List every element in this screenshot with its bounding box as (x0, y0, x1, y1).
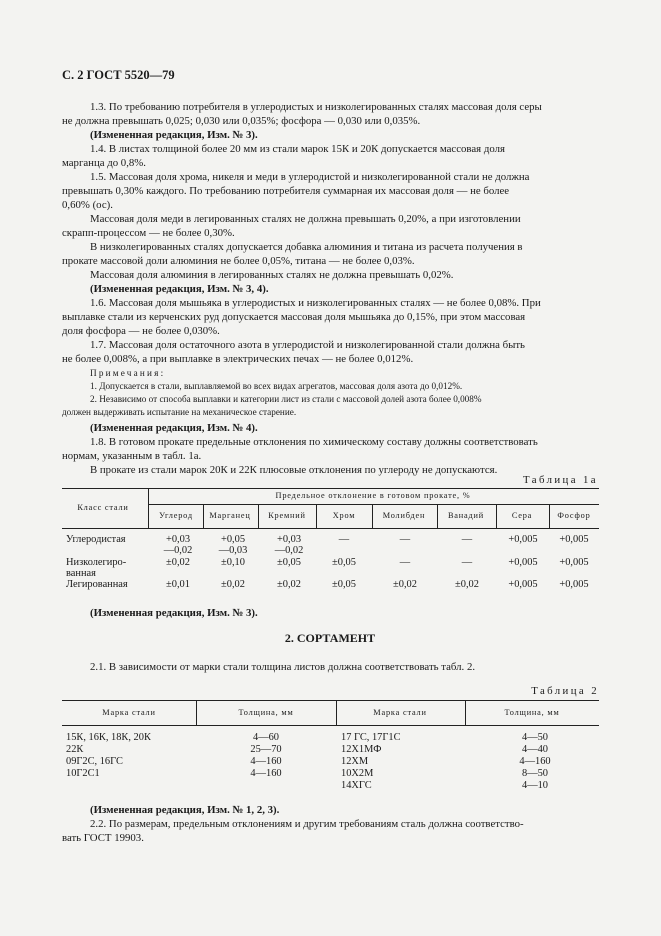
para-1-7-line-2: не более 0,008%, а при выплавке в электрических печах — не более 0,012%. (62, 353, 414, 365)
para-1-6-line-3: доля фосфора — не более 0,030%. (62, 325, 220, 337)
table-2-grade: 10Х2М (341, 768, 374, 779)
table-2-thickness: 25—70 (250, 744, 282, 755)
para-1-5c-line-1: В низколегированных сталях допускается добавка алюминия и титана из расчета получения в (90, 241, 523, 253)
table-2-thickness: 4—60 (253, 732, 279, 743)
table-1a-cell: ±0,02 (277, 579, 301, 590)
table-2-grade: 17 ГС, 17Г1С (341, 732, 401, 743)
table-1a-cell: +0,005 (508, 579, 538, 590)
table-2-caption: Таблица 2 (531, 685, 599, 697)
para-1-4-line-1: 1.4. В листах толщиной более 20 мм из стали марок 15К и 20К допускается массовая доля (90, 143, 505, 155)
table-1a-cell: +0,005 (508, 534, 538, 545)
table-2-thickness: 4—10 (522, 780, 548, 791)
table-1a-cell: — (399, 557, 411, 568)
table-2-grade: 09Г2С, 16ГС (66, 756, 123, 767)
para-1-5b-line-2: скрапп-процессом — не более 0,30%. (62, 227, 235, 239)
table-1a-row-label: ванная (66, 568, 96, 579)
note-1: 1. Допускается в стали, выплавляемой во всех видах агрегатов, массовая доля азота до 0,012%. (90, 381, 463, 391)
table-1a-cell: +0,005 (559, 557, 589, 568)
page-header: С. 2 ГОСТ 5520—79 (62, 68, 175, 82)
table-1a-col-header: Кремний (268, 511, 306, 520)
table-1a-col-header: Молибден (382, 511, 426, 520)
para-1-5-line-1: 1.5. Массовая доля хрома, никеля и меди в углеродистой и низколегированной стали не должна (90, 171, 530, 183)
table-2-thickness: 4—160 (519, 756, 551, 767)
table-1a-caption: Таблица 1а (523, 474, 598, 486)
table-1a-cell: +0,005 (508, 557, 538, 568)
para-1-4-line-2: марганца до 0,8%. (62, 157, 146, 169)
para-1-5-line-3: 0,60% (ос). (62, 199, 113, 211)
para-1-5d: Массовая доля алюминия в легированных сталях не должна превышать 0,02%. (90, 269, 454, 281)
table-2-thickness: 4—160 (250, 756, 282, 767)
table-1a-col-header: Фосфор (557, 511, 591, 520)
table-2-header: Марка стали (102, 708, 156, 717)
table-1a-cell: ±0,05 (332, 557, 356, 568)
table-1a-col-header: Ванадий (447, 511, 485, 520)
para-1-5c-line-2: прокате массовой доли алюминия не более 0,05%, титана — не более 0,03%. (62, 255, 415, 267)
table-2-header: Марка стали (373, 708, 427, 717)
table-1a-cell: +0,005 (559, 534, 589, 545)
table-1a-col-header: Хром (332, 511, 356, 520)
table-2-grade: 22К (66, 744, 84, 755)
para-1-5b-line-1: Массовая доля меди в легированных сталях не должна превышать 0,20%, а при изготовлении (90, 213, 521, 225)
para-1-3-line-1: 1.3. По требованию потребителя в углеродистых и низколегированных сталях массовая доля серы (90, 101, 542, 113)
table-2-thickness: 8—50 (522, 768, 548, 779)
table-1a-cell: ±0,02 (393, 579, 417, 590)
para-1-8-line-2: нормам, указанным в табл. 1а. (62, 450, 202, 462)
edition-note: (Измененная редакция, Изм. № 3). (90, 607, 258, 619)
table-1a-col-header: Сера (511, 511, 533, 520)
notes-title: Примечания: (90, 368, 166, 378)
para-1-5-line-2: превышать 0,30% каждого. По требованию потребителя суммарная их массовая доля — не более (62, 185, 510, 197)
table-1a-cell: ±0,02 (166, 557, 190, 568)
table-1a-cell: — (461, 557, 473, 568)
table-1a-cell: —0,02 (274, 545, 304, 556)
table-1a-cell: ±0,05 (277, 557, 301, 568)
table-1a-cell: — (338, 534, 350, 545)
table-1a-cell: ±0,05 (332, 579, 356, 590)
table-1a-col-header: Марганец (209, 511, 251, 520)
table-2-grade: 10Г2С1 (66, 768, 100, 779)
para-2-2-line-2: вать ГОСТ 19903. (62, 832, 144, 844)
table-2-header: Толщина, мм (504, 708, 560, 717)
edition-note: (Измененная редакция, Изм. № 4). (90, 422, 258, 434)
edition-note: (Измененная редакция, Изм. № 1, 2, 3). (90, 804, 280, 816)
table-2-thickness: 4—160 (250, 768, 282, 779)
table-1a-cell: ±0,02 (455, 579, 479, 590)
table-1a-cell: — (399, 534, 411, 545)
table-1a-cell: —0,03 (218, 545, 248, 556)
table-1a-cell: — (461, 534, 473, 545)
para-1-8b: В прокате из стали марок 20К и 22К плюсовые отклонения по углероду не допускаются. (90, 464, 498, 476)
table-1a-header-group: Предельное отклонение в готовом прокате, % (275, 491, 471, 500)
note-2-line-2: должен выдерживать испытание на механическое старение. (62, 407, 297, 417)
table-1a-col-header: Углерод (159, 511, 193, 520)
para-2-2-line-1: 2.2. По размерам, предельным отклонениям и другим требованиям сталь должна соответство- (90, 818, 524, 830)
para-1-6-line-1: 1.6. Массовая доля мышьяка в углеродистых и низколегированных сталях — не более 0,08%. При (90, 297, 541, 309)
table-1a-cell: ±0,10 (221, 557, 245, 568)
table-2-grade: 12ХМ (341, 756, 369, 767)
table-1a-cell: +0,03 (165, 534, 191, 545)
edition-note: (Измененная редакция, Изм. № 3, 4). (90, 283, 269, 295)
table-2-header: Толщина, мм (238, 708, 294, 717)
table-1a-row-label: Легированная (66, 579, 128, 590)
note-2-line-1: 2. Независимо от способа выплавки и категории лист из стали с массовой долей азота более 0,008% (90, 394, 482, 404)
table-1a-cell: ±0,01 (166, 579, 190, 590)
edition-note: (Измененная редакция, Изм. № 3). (90, 129, 258, 141)
table-1a-cell: +0,005 (559, 579, 589, 590)
para-2-1: 2.1. В зависимости от марки стали толщина листов должна соответствовать табл. 2. (90, 661, 476, 673)
table-1a-header-class: Класс стали (77, 503, 129, 512)
para-1-6-line-2: выплавке стали из керченских руд допускается массовая доля мышьяка до 0,15%, при этом массовая (62, 311, 526, 323)
table-1a-cell: —0,02 (163, 545, 193, 556)
section-title: 2. СОРТАМЕНТ (284, 631, 376, 645)
para-1-8-line-1: 1.8. В готовом прокате предельные отклонения по химическому составу должны соответствовать (90, 436, 538, 448)
table-1a-row-label: Низколегиро- (66, 557, 127, 568)
table-1a-row-label: Углеродистая (66, 534, 126, 545)
table-2-grade: 15К, 16К, 18К, 20К (66, 732, 151, 743)
para-1-3-line-2: не должна превышать 0,025; 0,030 или 0,035%; фосфора — 0,030 или 0,035%. (62, 115, 421, 127)
table-2-thickness: 4—50 (522, 732, 548, 743)
para-1-7-line-1: 1.7. Массовая доля остаточного азота в углеродистой и низколегированной стали должна быть (90, 339, 525, 351)
table-2-grade: 12Х1МФ (341, 744, 382, 755)
table-2-grade: 14ХГС (341, 780, 372, 791)
table-1a-cell: +0,03 (276, 534, 302, 545)
table-1a-cell: +0,05 (220, 534, 246, 545)
table-2-thickness: 4—40 (522, 744, 548, 755)
table-1a-cell: ±0,02 (221, 579, 245, 590)
